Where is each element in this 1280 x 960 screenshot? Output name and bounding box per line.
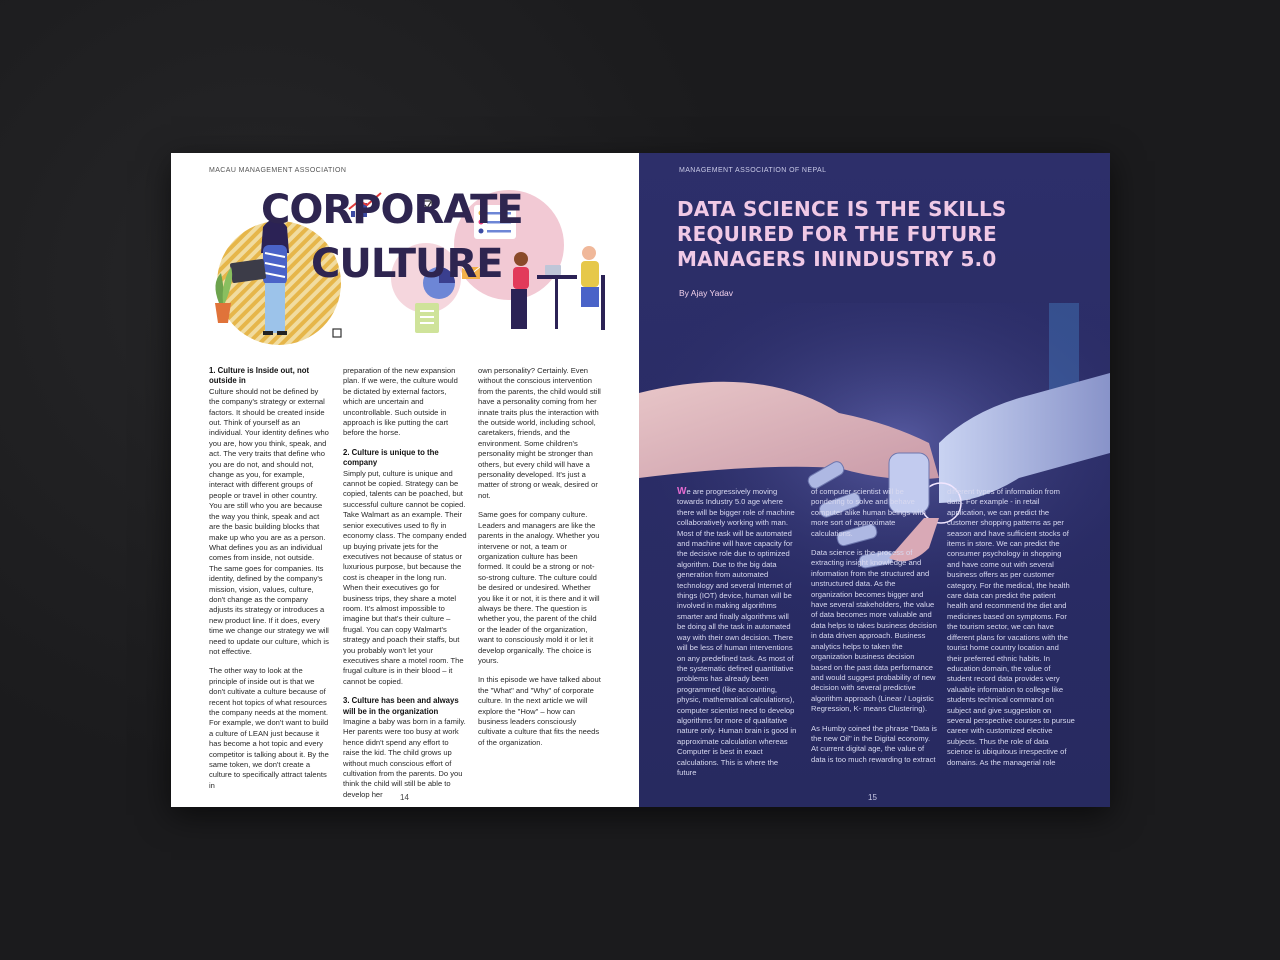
author-byline: By Ajay Yadav [679,288,734,298]
illustration-title-line1: CORPORATE [261,187,523,233]
left-page [171,153,639,807]
paragraph [677,487,799,778]
text-column-1 [209,366,329,800]
paragraph: In this episode we have talked about the "What" and "Why" of corporate culture. In the next article we will explore the "How" – how can business leaders consciously cultivate a culture that fits the needs of the organization. [478,675,601,747]
text-column-2 [811,487,937,774]
clipboard-icon [415,303,439,333]
section-heading: 3. Culture has been and always will be in the organization [343,696,459,716]
paragraph: As Humby coined the phrase "Data is the new Oil" in the Digital economy. At current digital age, the value of data is too much rewarding to extract [811,723,937,764]
text-column-2 [343,366,467,807]
paragraph: own personality? Certainly. Even without the conscious intervention from the parents, the child would still have a personality coming from her innate traits plus the interaction with the outside world, including school, caretakers, friends, and the environment. Some children's personality might be stronger than others, but every child will have a personality developed. It's just a matter of strong or weak, desired or not. [478,366,601,500]
section-heading: 1. Culture is Inside out, not outside in [209,366,310,386]
paragraph: different types of information from data. For example - in retail application, we can predict the customer shopping patterns as per season and have sufficient stocks of items in store. We can predict the consumer psychology in shopping and have come out with several business offers as per customer category. For the medical, the health care data can predict the patient health and recommend the diet and medicines based on symptoms. For the tourism sector, we can have different plans for vacations with the tourist home country location and their preferred ethnic habits. In education domain, the value of student record data provides very valuable information to college like students technical command on subject and give suggestion on several perspective courses to pursue career with customized elective subjects. Thus the role of data science is ubiquitous irrespective of domains. As the managerial role [947,487,1075,767]
paragraph: preparation of the new expansion plan. If we were, the culture would be dictated by external factors, which are uncertain and uncontrollable. Such outside in approach is like putting the cart before the horse. [343,366,458,438]
paragraph-text: e are progressively moving towards Industry 5.0 age where there will be bigger role of machine collaboratively working with man. Most of the task will be automated and machine will have capacity for the decisive role due to optimized algorithm. Due to the big data generation from automated technology and several Internet of things (IOT) device, human will be involved in making algorithms smarter and finally algorithms will be doing all the task in automated way with their own decision. There will be less of human interventions on any predefined task. As most of the systematic defined quantitative problems has already been programmed (like accounting, physic, mathematical calculations), computer scientist need to develop algorithms for more of qualitative nature only. Human brain is good in approximate calculation whereas Computer is best in exact calculations. This is where the future [677,487,797,777]
paragraph: Data science is the process of extracting insight knowledge and information from the structured and unstructured data. As the organization becomes bigger and have several stakeholders, the value of data becomes more valuable and data helps to takes business decision in data driven approach. Business analytics helps to taken the organization business decision based on the past data performance and would suggest probability of new decision with several predictive algorithm approach (Linear / Logistic Regression, K- means Clustering). [811,548,937,714]
right-page [639,153,1110,807]
checkbox-icon-bottom [333,329,341,337]
paragraph: Same goes for company culture. Leaders and managers are like the parents in the analogy. Whether you intervene or not, a team or organization culture has been formed. It could be a strong or not-so-strong culture. The culture could be desired or undesired. Whether you like it or not, it is there and it will always be there. The question is whether you, the parent of the child or the leader of the organization, want to consciously mold it or let it develop organically. The choice is yours. [478,510,600,665]
paragraph: Imagine a baby was born in a family. Her parents were too busy at work hence didn't spend any effort to raise the kid. The child grows up without much conscious effort of cultivation from the parents. Do you think the child will still be able to develop her [343,717,466,799]
page-header: MANAGEMENT ASSOCIATION OF NEPAL [679,167,827,174]
article-title: DATA SCIENCE IS THE SKILLS REQUIRED FOR THE FUTURE MANAGERS ININDUSTRY 5.0 [677,197,1007,271]
text-column-1 [677,487,799,787]
paragraph: Simply put, culture is unique and cannot be copied. Strategy can be copied, talents can be poached, but successful culture cannot be copied. Take Walmart as an example. Their senior executives used to fly in economy class. The company ended up buying private jets for the executives not because of status or luxurious purpose, but because the cost is cheaper in the long run. When their executives go for business trips, they share a motel room. It's almost impossible to imagine but that's their culture – frugal. You can copy Walmart's strategy and poach their staffs, but you probably won't let your executives share a motel room. The frugal culture is in their blood – it cannot be copied. [343,468,467,686]
page-header: MACAU MANAGEMENT ASSOCIATION [209,167,347,174]
illustration-title-line2: CULTURE [311,241,503,287]
paragraph: The other way to look at the principle of inside out is that we don't cultivate a culture because of recent hot topics of what resources the company needs at the moment. For example, we don't want to build a culture of LEAN just because it has become a hot topic and every competitor is talking about it. By the same token, we don't create a culture to specifically attract talents in [209,666,329,790]
magazine-spread [171,153,1110,807]
text-column-3 [478,366,602,757]
page-number: 15 [868,793,877,802]
text-column-3 [947,487,1075,777]
paragraph: Culture should not be defined by the company's strategy or external factors. It should be created inside out. Think of yourself as an individual. Your identity defines who you are, how you think, speak, and act. The very traits that define who you are do not, and should not, change as you, for example, interact with different groups of people or travel in other country. You are still who you are because the way you think, speak and act are the basic building blocks that make up who you are as a person. What defines you as an individual comes from inside, not outside. The same goes for companies. Its identity, defined by the company's mission, vision, values, culture, don't change as the company adjusts its strategy or introduces a new product line. If it does, every time we change our strategy we will need to update our culture, which is not effective. [209,386,329,656]
paragraph: of computer scientist will be pondering to solve and behave computer alike human beings with more sort of approximate calculations. [811,487,926,538]
page-number: 14 [400,793,409,802]
drop-cap: W [677,486,687,497]
section-heading: 2. Culture is unique to the company [343,447,439,468]
